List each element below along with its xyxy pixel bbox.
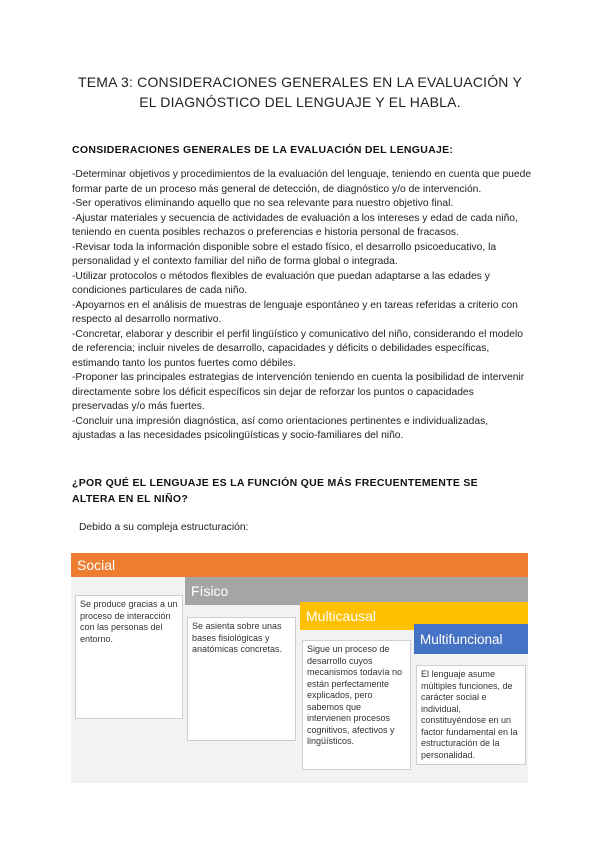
list-item: -Determinar objetivos y procedimientos de la evaluación del lenguaje, teniendo en cuenta que puede formar parte de un proceso más general de detección, de diagnóstico y/o de intervención. <box>72 169 532 195</box>
diagram-label-fisico: Físico <box>191 583 229 599</box>
diagram-label-social: Social <box>77 557 116 573</box>
list-item: -Concretar, elaborar y describir el perfil lingüístico y comunicativo del niño, considerando el modelo de referencia; incluir niveles de desarrollo, capacidades y déficits o debilidades específicas, estimando tanto los puntos fuertes como débiles. <box>72 328 524 369</box>
diagram-text-fisico: Se asienta sobre unas bases fisiológicas y anatómicas concretas. <box>187 617 296 741</box>
list-item: -Concluir una impresión diagnóstica, así como orientaciones pertinentes e individualizadas, ajustadas a las necesidades psicolingüísticas y socio-familiares del niño. <box>72 415 489 441</box>
diagram-text-multifuncional: El lenguaje asume múltiples funciones, de carácter social e individual, constituyéndose en un factor fundamental en la estructuración de la personalidad. <box>416 665 526 765</box>
section-heading-line-2: ALTERA EN EL NIÑO? <box>72 493 189 505</box>
list-item: -Utilizar protocolos o métodos flexibles de evaluación que puedan adaptarse a las edades y condiciones particulares de cada niño. <box>72 270 490 296</box>
page-title-line-2: EL DIAGNÓSTICO DEL LENGUAJE Y EL HABLA. <box>139 94 461 110</box>
diagram-text-social: Se produce gracias a un proceso de interacción con las personas del entorno. <box>75 595 183 719</box>
diagram-text-multicausal: Sigue un proceso de desarrollo cuyos mecanismos todavía no están perfectamente explicados, pero sabemos que intervienen procesos cognitivos, afectivos y lingüísticos. <box>302 640 411 770</box>
list-item: -Ajustar materiales y secuencia de actividades de evaluación a los intereses y edad de cada niño, teniendo en cuenta posibles rechazos o preferencias e historia personal de fracasos. <box>72 212 518 238</box>
list-item: -Apoyarnos en el análisis de muestras de lenguaje espontáneo y en tareas referidas a criterio con respecto al desarrollo normativo. <box>72 299 518 325</box>
diagram-label-multifuncional: Multifuncional <box>420 631 503 647</box>
list-item: -Revisar toda la información disponible sobre el estado físico, el desarrollo psicoeducativo, la personalidad y el contexto familiar del niño de forma global o integrada. <box>72 241 497 267</box>
diagram-intro: Debido a su compleja estructuración: <box>79 522 249 533</box>
diagram-header-social <box>71 553 528 577</box>
diagram-header-multifuncional <box>414 624 528 654</box>
page-title-line-1: TEMA 3: CONSIDERACIONES GENERALES EN LA EVALUACIÓN Y <box>77 74 522 90</box>
section-heading-considerations: CONSIDERACIONES GENERALES DE LA EVALUACIÓN DEL LENGUAJE: <box>72 144 454 156</box>
diagram-label-multicausal: Multicausal <box>306 608 377 624</box>
diagram-header-fisico <box>185 577 528 605</box>
list-item: -Ser operativos eliminando aquello que no sea relevante para nuestro objetivo final. <box>72 198 454 209</box>
list-item: -Proponer las principales estrategias de intervención teniendo en cuenta la posibilidad de intervenir directamente sobre los déficit específicos sin dejar de reforzar los puntos o capacidades preservadas y/o más fuertes. <box>72 372 525 412</box>
section-heading-line-1: ¿POR QUÉ EL LENGUAJE ES LA FUNCIÓN QUE MÁS FRECUENTEMENTE SE <box>72 477 478 489</box>
